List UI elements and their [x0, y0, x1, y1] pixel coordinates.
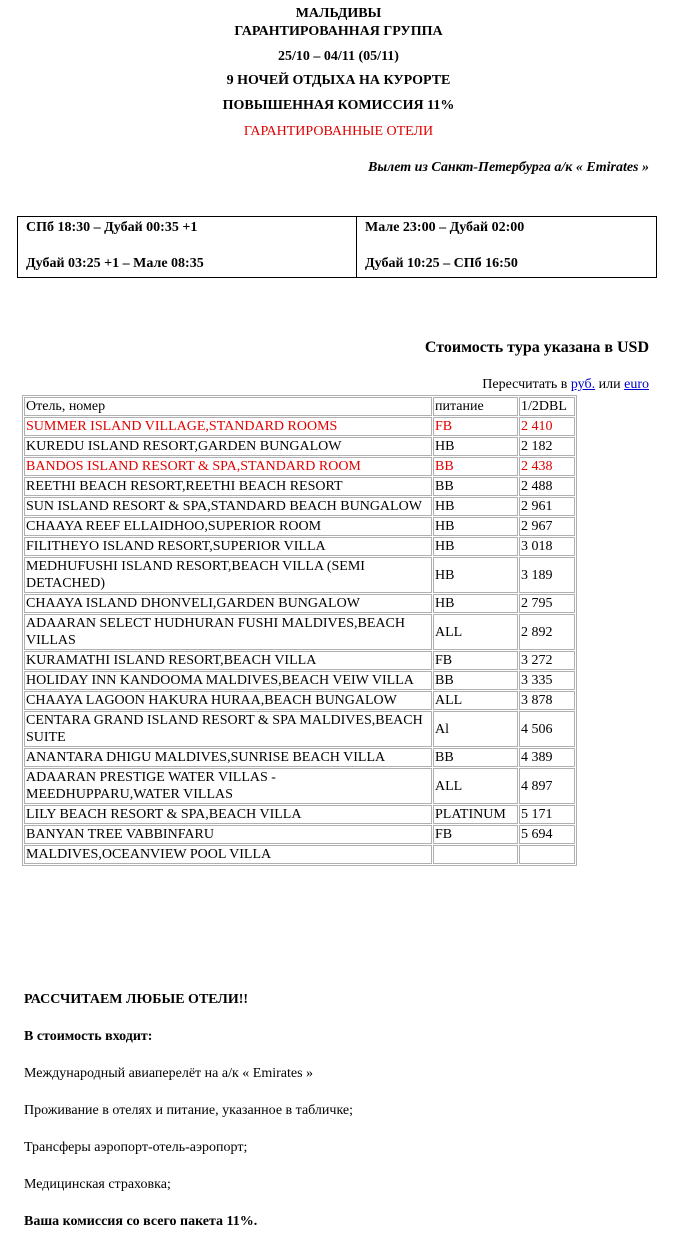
- table-row: [24, 691, 575, 710]
- price-cell: 2 410: [519, 417, 575, 436]
- price-cell: 3 272: [519, 651, 575, 670]
- rub-link[interactable]: руб.: [570, 377, 596, 392]
- meal-cell: BB: [433, 748, 518, 767]
- price-cell: 2 438: [519, 457, 575, 476]
- hotel-cell: BANYAN TREE VABBINFARU: [24, 825, 432, 844]
- recalc-label: Пересчитать в: [482, 377, 568, 392]
- price-cell: 3 018: [519, 537, 575, 556]
- price-cell: 3 335: [519, 671, 575, 690]
- guaranteed-hotels-title: ГАРАНТИРОВАННЫЕ ОТЕЛИ: [243, 124, 434, 139]
- price-cell: 3 878: [519, 691, 575, 710]
- price-cell: 2 892: [519, 614, 575, 650]
- hotel-cell: CHAAYA LAGOON HAKURA HURAA,BEACH BUNGALOW: [24, 691, 432, 710]
- hotel-cell: KUREDU ISLAND RESORT,GARDEN BUNGALOW: [24, 437, 432, 456]
- title-country: МАЛЬДИВЫ: [295, 6, 382, 21]
- meal-cell: HB: [433, 517, 518, 536]
- table-row: [24, 517, 575, 536]
- hotel-cell: KURAMATHI ISLAND RESORT,BEACH VILLA: [24, 651, 432, 670]
- table-row: [24, 537, 575, 556]
- hotel-cell: HOLIDAY INN KANDOOMA MALDIVES,BEACH VEIW VILLA: [24, 671, 432, 690]
- any-hotels-note: РАССЧИТАЕМ ЛЮБЫЕ ОТЕЛИ!!: [24, 992, 249, 1007]
- hotel-cell: SUN ISLAND RESORT & SPA,STANDARD BEACH BUNGALOW: [24, 497, 432, 516]
- included-item: Международный авиаперелёт на а/к « Emirates »: [24, 1066, 314, 1081]
- price-cell: 2 182: [519, 437, 575, 456]
- meal-cell: FB: [433, 651, 518, 670]
- price-cell: 2 961: [519, 497, 575, 516]
- hotel-cell: MEDHUFUSHI ISLAND RESORT,BEACH VILLA (SEMI DETACHED): [24, 557, 432, 593]
- header-price: 1/2DBL: [519, 397, 575, 416]
- table-row: [24, 457, 575, 476]
- hotel-cell: LILY BEACH RESORT & SPA,BEACH VILLA: [24, 805, 432, 824]
- table-row: [24, 437, 575, 456]
- header-meal: питание: [433, 397, 518, 416]
- table-row: [24, 748, 575, 767]
- meal-cell: ALL: [433, 614, 518, 650]
- price-cell: 4 506: [519, 711, 575, 747]
- euro-link[interactable]: euro: [624, 377, 649, 392]
- outbound-leg-1: СПб 18:30 – Дубай 00:35 +1: [26, 220, 198, 235]
- meal-cell: HB: [433, 557, 518, 593]
- meal-cell: Al: [433, 711, 518, 747]
- hotel-cell: CENTARA GRAND ISLAND RESORT & SPA MALDIVES,BEACH SUITE: [24, 711, 432, 747]
- price-cell: 4 897: [519, 768, 575, 804]
- hotel-cell: ANANTARA DHIGU MALDIVES,SUNRISE BEACH VILLA: [24, 748, 432, 767]
- meal-cell: BB: [433, 671, 518, 690]
- return-leg-1: Мале 23:00 – Дубай 02:00: [365, 220, 525, 235]
- included-title: В стоимость входит:: [24, 1029, 153, 1044]
- title-group: ГАРАНТИРОВАННАЯ ГРУППА: [234, 24, 443, 39]
- meal-cell: ALL: [433, 691, 518, 710]
- table-row: [24, 651, 575, 670]
- meal-cell: HB: [433, 537, 518, 556]
- recalc-line: [482, 377, 649, 393]
- departure-note: Вылет из Санкт-Петербурга а/к « Emirates »: [367, 160, 649, 175]
- meal-cell: BB: [433, 457, 518, 476]
- table-row: [24, 594, 575, 613]
- meal-cell: HB: [433, 594, 518, 613]
- meal-cell: BB: [433, 477, 518, 496]
- table-row: [24, 477, 575, 496]
- meal-cell: ALL: [433, 768, 518, 804]
- table-row: [24, 805, 575, 824]
- price-cell: 3 189: [519, 557, 575, 593]
- meal-cell: PLATINUM: [433, 805, 518, 824]
- hotel-cell: CHAAYA REEF ELLAIDHOO,SUPERIOR ROOM: [24, 517, 432, 536]
- recalc-or: или: [598, 377, 621, 392]
- return-leg-2: Дубай 10:25 – СПб 16:50: [365, 256, 518, 271]
- meal-cell: HB: [433, 497, 518, 516]
- price-cell: 5 694: [519, 825, 575, 844]
- table-row: [24, 845, 575, 864]
- return-flight-box: [356, 216, 657, 278]
- meal-cell: FB: [433, 417, 518, 436]
- commission-headline: ПОВЫШЕННАЯ КОМИССИЯ 11%: [222, 98, 455, 113]
- table-row: [24, 711, 575, 747]
- price-cell: [519, 845, 575, 864]
- outbound-flight-box: [17, 216, 357, 278]
- hotel-price-table: [22, 395, 577, 866]
- outbound-leg-2: Дубай 03:25 +1 – Мале 08:35: [26, 256, 204, 271]
- meal-cell: HB: [433, 437, 518, 456]
- price-cell: 4 389: [519, 748, 575, 767]
- included-item: Трансферы аэропорт-отель-аэропорт;: [24, 1140, 248, 1155]
- table-row: [24, 557, 575, 593]
- table-row: [24, 497, 575, 516]
- table-row: [24, 417, 575, 436]
- hotel-cell: CHAAYA ISLAND DHONVELI,GARDEN BUNGALOW: [24, 594, 432, 613]
- hotel-cell: MALDIVES,OCEANVIEW POOL VILLA: [24, 845, 432, 864]
- commission-note: Ваша комиссия со всего пакета 11%.: [24, 1214, 258, 1229]
- table-row: [24, 671, 575, 690]
- table-header-row: [24, 397, 575, 416]
- tour-dates: 25/10 – 04/11 (05/11): [278, 49, 399, 64]
- price-cell: 2 488: [519, 477, 575, 496]
- hotel-cell: REETHI BEACH RESORT,REETHI BEACH RESORT: [24, 477, 432, 496]
- meal-cell: [433, 845, 518, 864]
- included-item: Медицинская страховка;: [24, 1177, 171, 1192]
- hotel-cell: FILITHEYO ISLAND RESORT,SUPERIOR VILLA: [24, 537, 432, 556]
- price-currency-title: Стоимость тура указана в USD: [424, 339, 649, 356]
- included-item: Проживание в отелях и питание, указанное в табличке;: [24, 1103, 354, 1118]
- hotel-cell: SUMMER ISLAND VILLAGE,STANDARD ROOMS: [24, 417, 432, 436]
- hotel-cell: BANDOS ISLAND RESORT & SPA,STANDARD ROOM: [24, 457, 432, 476]
- table-row: [24, 825, 575, 844]
- table-row: [24, 768, 575, 804]
- hotel-cell: ADAARAN PRESTIGE WATER VILLAS - MEEDHUPPARU,WATER VILLAS: [24, 768, 432, 804]
- price-cell: 2 795: [519, 594, 575, 613]
- table-row: [24, 614, 575, 650]
- price-cell: 5 171: [519, 805, 575, 824]
- price-cell: 2 967: [519, 517, 575, 536]
- header-hotel: Отель, номер: [24, 397, 432, 416]
- tour-nights: 9 НОЧЕЙ ОТДЫХА НА КУРОРТЕ: [226, 73, 451, 88]
- hotel-cell: ADAARAN SELECT HUDHURAN FUSHI MALDIVES,BEACH VILLAS: [24, 614, 432, 650]
- meal-cell: FB: [433, 825, 518, 844]
